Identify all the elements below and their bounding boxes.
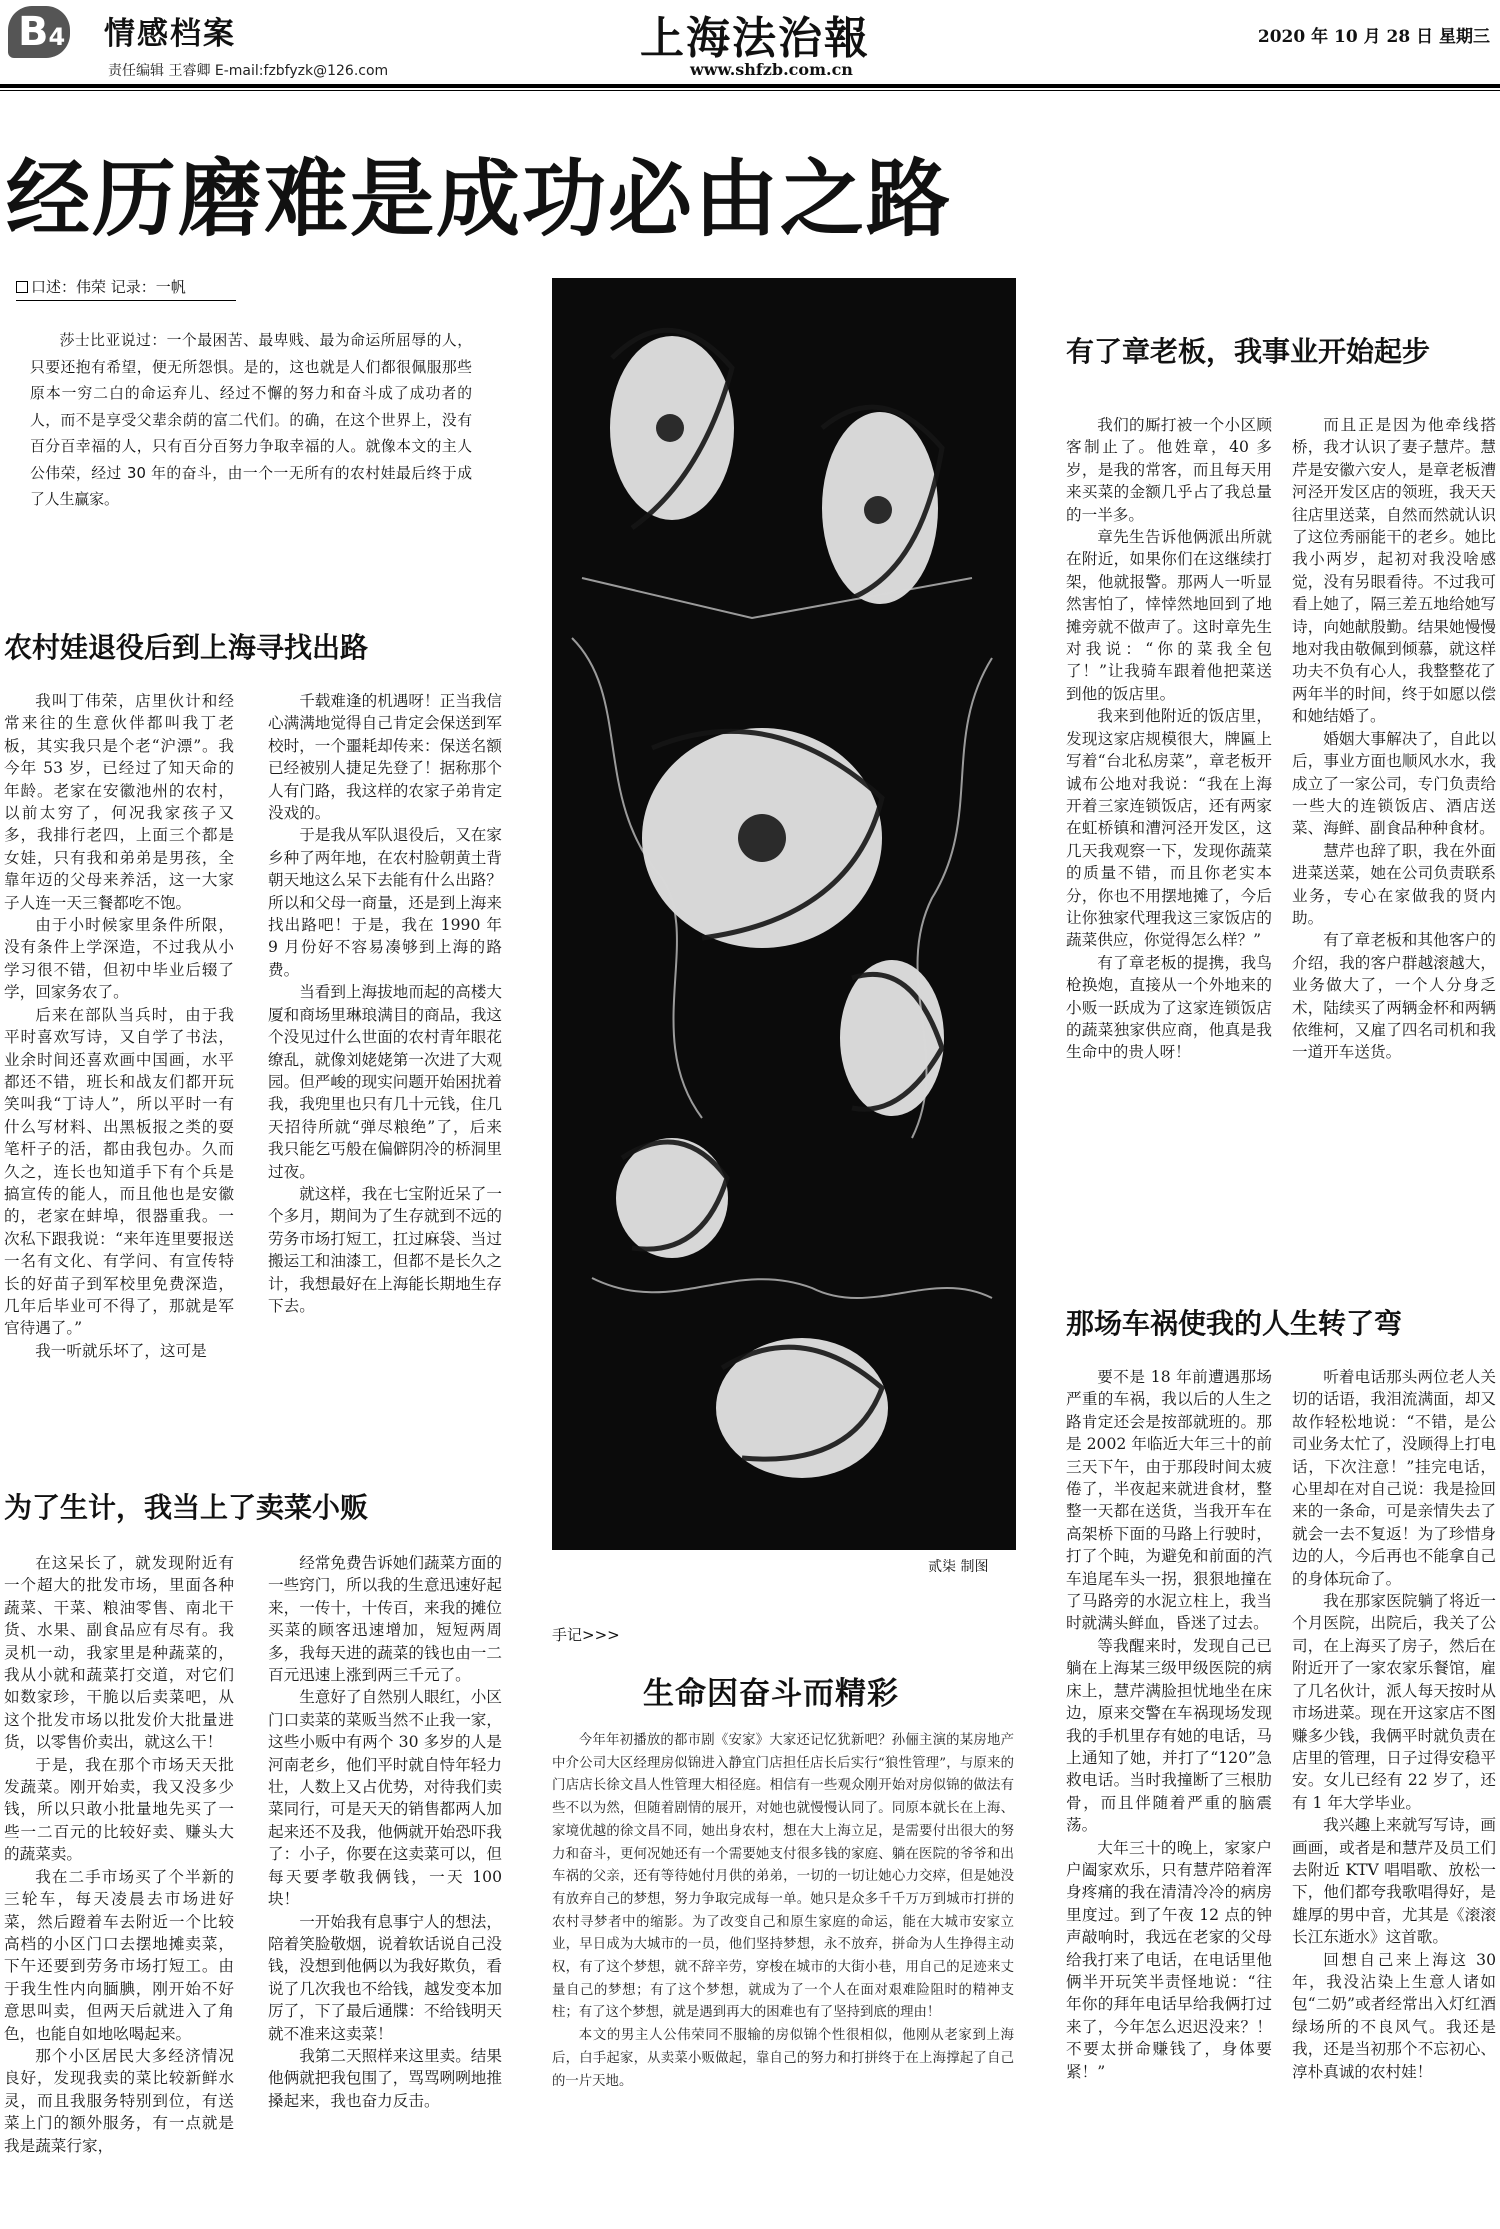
paragraph: 我来到他附近的饭店里，发现这家店规模很大，牌匾上写着“台北私房菜”，章老板开诚布公地对我说：“我在上海开着三家连锁饭店，还有两家在虹桥镇和漕河泾开发区，这几天我观察一下，发现你蔬菜的质量不错，而且你老实本分，你也不用摆地摊了，今后让你独家代理我这三家饭店的蔬菜供应，你觉得怎么样？”: [1066, 707, 1272, 950]
header-rule: [0, 84, 1500, 88]
paragraph: 慧芹也辞了职，我在外面进菜送菜，她在公司负责联系业务，专心在家做我的贤内助。: [1292, 841, 1496, 927]
essay-body: [552, 1730, 1014, 2093]
paragraph: 而且正是因为他牵线搭桥，我才认识了妻子慧芹。慧芹是安徽六安人，是章老板漕河泾开发区店的领班，我天天往店里送菜，自然而然就认识了这位秀丽能干的老乡。她比我小两岁，起初对我没啥感觉，没有另眼看待。不过我可看上她了，隔三差五地给她写诗，向她献殷勤。结果她慢慢地对我由敬佩到倾慕，就这样功夫不负有心人，我整整花了两年半的时间，终于如愿以偿和她结婚了。: [1292, 416, 1496, 726]
article-lede: 莎士比亚说过：一个最困苦、最卑贱、最为命运所屈辱的人，只要还抱有希望，便无所怨惧。是的，这也就是人们都很佩服那些原本一穷二白的命运弃儿、经过不懈的努力和奋斗成了成功者的人，而不是享受父辈余荫的富二代们。的确，在这个世界上，没有百分百幸福的人，只有百分百努力争取幸福的人。就像本文的主人公伟荣，经过 30 年的奋斗，由一个一无所有的农村娃最后终于成了人生赢家。: [30, 332, 472, 508]
section-2-column-a: [4, 1552, 234, 2226]
paragraph: 就这样，我在七宝附近呆了一个多月，期间为了生存就到不远的劳务市场打短工，扛过麻袋、当过搬运工和油漆工，但都不是长久之计，我想最好在上海能长期地生存下去。: [268, 1184, 502, 1315]
essay-title: 生命因奋斗而精彩: [643, 1676, 899, 1712]
paragraph: 一开始我有息事宁人的想法，陪着笑脸敬烟，说着软话说自己没钱，没想到他俩以为我好欺负，看说了几次我也不给钱，越发变本加厉了，下了最后通牒：不给钱明天就不准来这卖菜！: [268, 1912, 502, 2043]
page-number: 4: [48, 23, 66, 51]
paragraph: 由于小时候家里条件所限，没有条件上学深造，不过我从小学习很不错，但初中毕业后辍了学，回家务农了。: [4, 916, 234, 1002]
byline: [16, 276, 236, 301]
section-heading-3: 有了章老板，我事业开始起步: [1066, 335, 1431, 368]
paragraph: 婚姻大事解决了，自此以后，事业方面也顺风水水，我成立了一家公司，专门负责给一些大的连锁饭店、酒店送菜、海鲜、副食品种种食材。: [1292, 729, 1496, 838]
section-1-column-b: [268, 690, 502, 1430]
section-4-column-b: [1292, 1366, 1496, 2226]
section-2-column-b: [268, 1552, 502, 2226]
section-heading-4: 那场车祸使我的人生转了弯: [1066, 1307, 1403, 1340]
paragraph: 我叫丁伟荣，店里伙计和经常来往的生意伙伴都叫我丁老板，其实我只是个老“沪漂”。我今年 53 岁，已经过了知天命的年龄。老家在安徽池州的农村，以前太穷了，何况我家孩子又多，我排行老四，上面三个都是女娃，只有我和弟弟是男孩，全靠年迈的父母来养活，这一大家子人连一天三餐都吃不饱。: [4, 692, 234, 912]
essay-label: 手记>>>: [552, 1626, 620, 1644]
paragraph: 那个小区居民大多经济情况良好，发现我卖的菜比较新鲜水灵，而且我服务特别到位，有送菜上门的额外服务，有一点就是我是蔬菜行家，: [4, 2046, 234, 2155]
header-rule-thin: [0, 90, 1500, 91]
page-letter: B: [18, 9, 49, 55]
section-3-column-a: [1066, 414, 1272, 1270]
illustration: [552, 278, 1016, 1550]
paragraph: 今年年初播放的都市剧《安家》大家还记忆犹新吧？孙俪主演的某房地产中介公司大区经理房似锦进入静宜门店担任店长后实行“狼性管理”，与原来的门店店长徐文昌人性管理大相径庭。相信有一些观众刚开始对房似锦的做法有些不以为然，但随着剧情的展开，对她也就慢慢认同了。同原本就长在上海、家境优越的徐文昌不同，她出身农村，想在大上海立足，是需要付出很大的努力和奋斗，更何况她还有一个需要她支付很多钱的家庭、躺在医院的爷爷和出车祸的父亲，还有等待她付月供的弟弟，一切的一切让她心力交瘁，但是她没有放弃自己的梦想，努力争取完成每一单。她只是众多千千万万到城市打拼的农村寻梦者中的缩影。为了改变自己和原生家庭的命运，能在大城市安家立业，早日成为大城市的一员，他们坚持梦想，永不放弃，拼命为人生挣得主动权，有了这个梦想，就不辞辛劳，穿梭在城市的大街小巷，用自己的足迹来丈量自己的梦想；有了这个梦想，就成为了一个人在面对艰难险阻时的精神支柱；有了这个梦想，就是遇到再大的困难也有了坚持到底的理由！: [552, 1733, 1014, 2021]
byline-box-icon: [16, 281, 28, 293]
paragraph: 大年三十的晚上，家家户户阖家欢乐，只有慧芹陪着浑身疼痛的我在清清冷冷的病房里度过。到了午夜 12 点的钟声敲响时，我远在老家的父母给我打来了电话，在电话里他俩半开玩笑半责怪地说：“往年你的拜年电话早给我俩打过来了，今年怎么迟迟没来？！不要太拼命赚钱了，身体要紧！”: [1066, 1838, 1272, 2081]
issue-date: 2020 年 10 月 28 日 星期三: [1257, 27, 1490, 47]
paragraph: 经常免费告诉她们蔬菜方面的一些窍门，所以我的生意迅速好起来，一传十，十传百，来我的摊位买菜的顾客迅速增加，短短两周多，我每天进的蔬菜的钱也由一二百元迅速上涨到两三千元了。: [268, 1554, 502, 1685]
paragraph: 有了章老板的提携，我鸟枪换炮，直接从一个外地来的小贩一跃成为了这家连锁饭店的蔬菜独家供应商，他真是我生命中的贵人呀！: [1066, 953, 1272, 1062]
section-1-column-a: [4, 690, 234, 1430]
paragraph: 我在那家医院躺了将近一个月医院，出院后，我关了公司，在上海买了房子，然后在附近开了一家农家乐餐馆，雇了几名伙计，派人每天按时从市场进菜。现在开这家店不图赚多少钱，我俩平时就负责在店里的管理，日子过得安稳平安。女儿已经有 22 岁了，还有 1 年大学毕业。: [1292, 1592, 1496, 1812]
section-heading-1: 农村娃退役后到上海寻找出路: [4, 631, 369, 664]
section-3-column-b: [1292, 414, 1496, 1270]
paragraph: 本文的男主人公伟荣同不服输的房似锦个性很相似，他刚从老家到上海后，白手起家，从卖菜小贩做起，靠自己的努力和打拼终于在上海撑起了自己的一片天地。: [552, 2028, 1014, 2089]
paragraph: 在这呆长了，就发现附近有一个超大的批发市场，里面各种蔬菜、干菜、粮油零售、南北干货、水果、副食品应有尽有。我灵机一动，我家里是种蔬菜的，我从小就和蔬菜打交道，对它们如数家珍，干脆以后卖菜吧，从这个批发市场以批发价大批量进货，以零售价卖出，就这么干！: [4, 1554, 234, 1752]
section-title: 情感档案: [104, 16, 236, 52]
paragraph: 于是，我在那个市场天天批发蔬菜。刚开始卖，我又没多少钱，所以只敢小批量地先买了一些一二百元的比较好卖、赚头大的蔬菜卖。: [4, 1755, 234, 1864]
paragraph: 回想自己来上海这 30 年，我没沾染上生意人诸如包“二奶”或者经常出入灯红酒绿场所的不良风气。我还是我，还是当初那个不忘初心、淳朴真诚的农村娃！: [1292, 1950, 1496, 2081]
paragraph: 听着电话那头两位老人关切的话语，我泪流满面，却又故作轻松地说：“不错，是公司业务太忙了，没顾得上打电话，下次注意！”挂完电话，心里却在对自己说：我是捡回来的一条命，可是亲情失去了就会一去不复返！为了珍惜身边的人，今后再也不能拿自己的身体玩命了。: [1292, 1368, 1496, 1588]
paragraph: 我们的厮打被一个小区顾客制止了。他姓章，40 多岁，是我的常客，而且每天用来买菜的金额几乎占了我总量的一半多。: [1066, 416, 1272, 524]
paragraph: 等我醒来时，发现自己已躺在上海某三级甲级医院的病床上，慧芹满脸担忧地坐在床边，原来交警在车祸现场发现我的手机里存有她的电话，马上通知了她，并打了“120”急救电话。当时我撞断了三根肋骨，而且伴随着严重的脑震荡。: [1066, 1636, 1272, 1835]
paragraph: 我一听就乐坏了，这可是: [35, 1341, 207, 1360]
paragraph: 要不是 18 年前遭遇那场严重的车祸，我以后的人生之路肯定还会是按部就班的。那是 2002 年临近大年三十的前三天下午，由于那段时间太疲倦了，半夜起来就进食材，整整一天都在送货，当我开车在高架桥下面的马路上行驶时，打了个盹，为避免和前面的汽车追尾车头一拐，狠狠地撞在了马路旁的水泥立柱上，我当时就满头鲜血，昏迷了过去。: [1066, 1368, 1272, 1633]
paragraph: 我兴趣上来就写写诗，画画画，或者是和慧芹及员工们去附近 KTV 唱唱歌、放松一下，他们都夸我歌唱得好，是雄厚的男中音，尤其是《滚滚长江东逝水》这首歌。: [1292, 1816, 1496, 1947]
article-title: 经历磨难是成功必由之路: [6, 150, 953, 248]
paragraph: 章先生告诉他俩派出所就在附近，如果你们在这继续打架，他就报警。那两人一听显然害怕了，悻悻然地回到了地摊旁就不做声了。这时章先生对我说：“你的菜我全包了！”让我骑车跟着他把菜送到他的饭店里。: [1066, 528, 1272, 703]
website-url: www.shfzb.com.cn: [690, 60, 853, 79]
newspaper-masthead: 上海法治報: [640, 13, 870, 64]
page-number-badge: [8, 6, 70, 58]
byline-text: 口述：伟荣 记录：一帆: [31, 278, 186, 296]
section-heading-2: 为了生计，我当上了卖菜小贩: [4, 1491, 369, 1524]
illustration-credit: 贰柒 制图: [928, 1559, 989, 1575]
paragraph: 于是我从军队退役后，又在家乡种了两年地，在农村脸朝黄土背朝天地这么呆下去能有什么出路？所以和父母一商量，还是到上海来找出路吧！于是，我在 1990 年 9 月份好不容易凑够到上海的路费。: [268, 826, 502, 979]
editor-credit: 责任编辑 王睿卿 E-mail:fzbfyzk@126.com: [108, 63, 389, 79]
illustration-art-icon: [552, 278, 1016, 1550]
paragraph: 有了章老板和其他客户的介绍，我的客户群越滚越大，业务做大了，一个人分身乏术，陆续买了两辆金杯和两辆依维柯，又雇了四名司机和我一道开车送货。: [1292, 931, 1496, 1062]
paragraph: 我在二手市场买了个半新的三轮车，每天凌晨去市场进好菜，然后蹬着车去附近一个比较高档的小区门口去摆地摊卖菜，下午还要到劳务市场打短工。由于我生性内向腼腆，刚开始不好意思叫卖，但两天后就进入了角色，也能自如地吆喝起来。: [4, 1867, 234, 2043]
section-4-column-a: [1066, 1366, 1272, 2226]
paragraph: 生意好了自然别人眼红，小区门口卖菜的菜贩当然不止我一家，这些小贩中有两个 30 多岁的人是河南老乡，他们平时就自恃年轻力壮，人数上又占优势，对待我们卖菜同行，可是天天的销售都两人加起来还不及我，他俩就开始恐吓我了：小子，你要在这卖菜可以，但每天要孝敬我俩钱，一天 100 块！: [268, 1688, 502, 1909]
paragraph: 我第二天照样来这里卖。结果他俩就把我包围了，骂骂咧咧地推搡起来，我也奋力反击。: [268, 2046, 502, 2110]
paragraph: 后来在部队当兵时，由于我平时喜欢写诗，又自学了书法，业余时间还喜欢画中国画，水平都还不错，班长和战友们都开玩笑叫我“丁诗人”，所以平时一有什么写材料、出黑板报之类的耍笔杆子的活，都由我包办。久而久之，连长也知道手下有个兵是搞宣传的能人，而且他也是安徽的，老家在蚌埠，很器重我。一次私下跟我说：“来年连里要报送一名有文化、有学问、有宣传特长的好苗子到军校里免费深造，几年后毕业可不得了，那就是军官待遇了。”: [4, 1005, 234, 1338]
paragraph: 当看到上海拔地而起的高楼大厦和商场里琳琅满目的商品，我这个没见过什么世面的农村青年眼花缭乱，就像刘姥姥第一次进了大观园。但严峻的现实问题开始困扰着我，我兜里也只有几十元钱，住几天招待所就“弹尽粮绝”了，后来我只能乞丐般在偏僻阴冷的桥洞里过夜。: [268, 983, 502, 1181]
paragraph: 千载难逢的机遇呀！正当我信心满满地觉得自己肯定会保送到军校时，一个噩耗却传来：保送名额已经被别人捷足先登了！据称那个人有门路，我这样的农家子弟肯定没戏的。: [268, 692, 502, 823]
